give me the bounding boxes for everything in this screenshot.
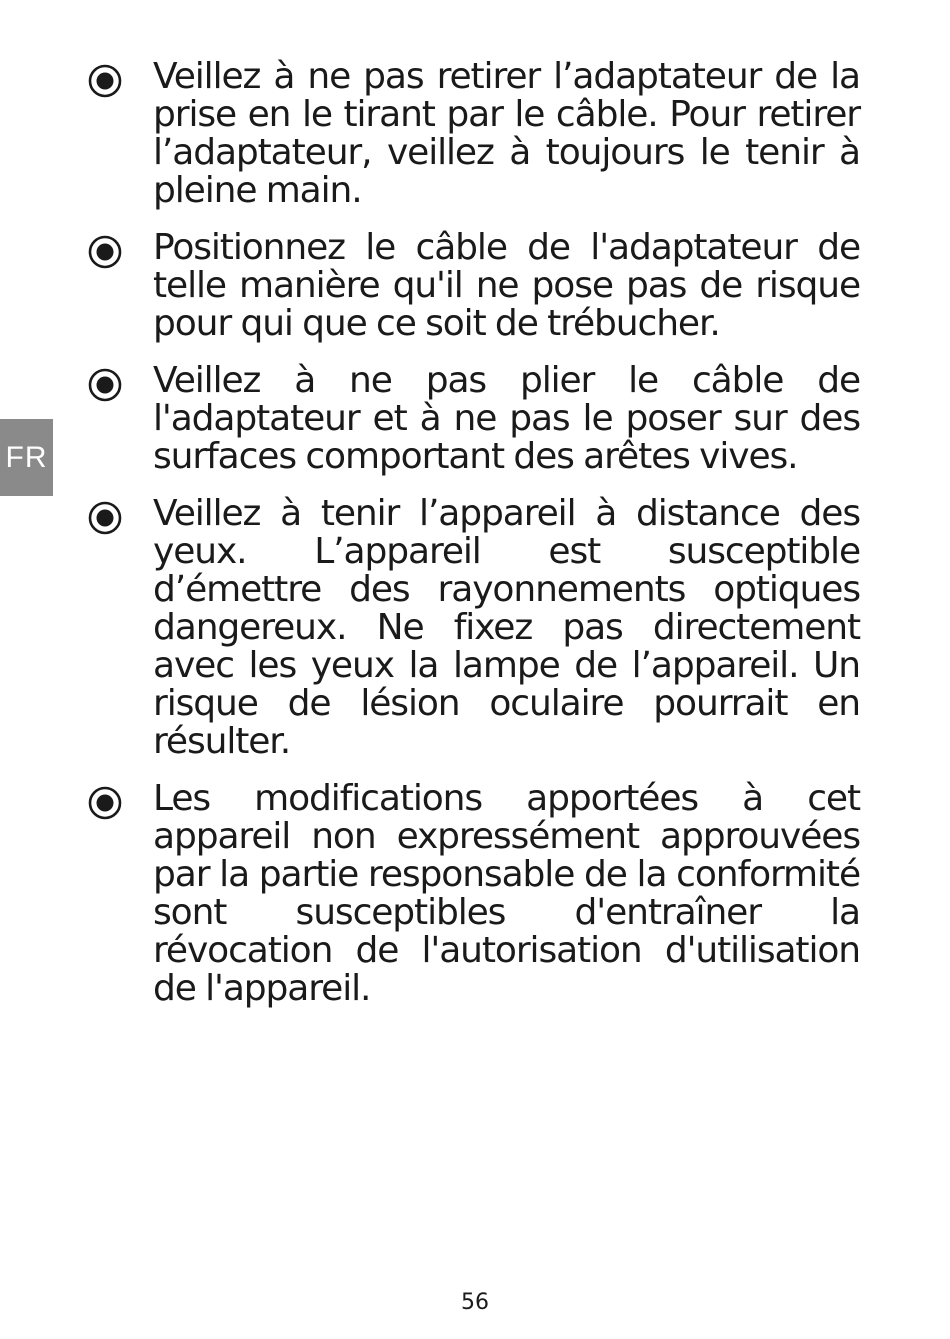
- target-bullet-icon: [88, 501, 122, 535]
- language-tab: FR: [0, 419, 53, 496]
- target-bullet-icon: [88, 235, 122, 269]
- list-item: [88, 229, 860, 343]
- page-number: 56: [461, 1290, 489, 1315]
- target-bullet-icon: [88, 786, 122, 820]
- list-item-text: Veillez à ne pas retirer l’adaptateur de la prise en le tirant par le câble. Pour retirer l’adaptateur, veillez à toujours le tenir à pleine main.: [153, 56, 860, 211]
- target-bullet-icon: [88, 368, 122, 402]
- list-item: [88, 58, 860, 210]
- target-bullet-icon: [88, 64, 122, 98]
- safety-instructions-list: [88, 58, 860, 1027]
- list-item: [88, 495, 860, 761]
- list-item: [88, 780, 860, 1008]
- list-item: [88, 362, 860, 476]
- list-item-text: Veillez à ne pas plier le câble de l'adaptateur et à ne pas le poser sur des surfaces comportant des arêtes vives.: [153, 360, 860, 477]
- list-item-text: Les modifications apportées à cet appareil non expressément approuvées par la partie responsable de la conformité sont susceptibles d'entraîner la révocation de l'autorisation d'utilisation de l'appareil.: [153, 778, 860, 1009]
- list-item-text: Positionnez le câble de l'adaptateur de telle manière qu'il ne pose pas de risque pour qui que ce soit de trébucher.: [153, 227, 860, 344]
- list-item-text: Veillez à tenir l’appareil à distance des yeux. L’appareil est susceptible d’émettre des rayonnements optiques dangereux. Ne fixez pas directement avec les yeux la lampe de l’appareil. Un risque de lésion oculaire pourrait en résulter.: [153, 493, 860, 762]
